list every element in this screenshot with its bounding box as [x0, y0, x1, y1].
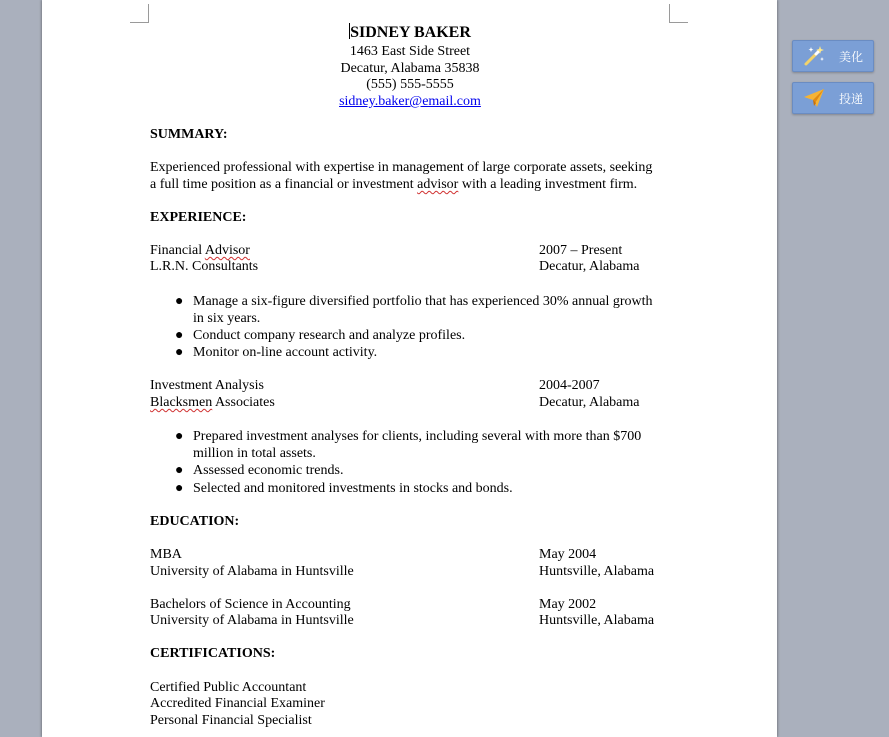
cert-item: Accredited Financial Examiner — [150, 696, 325, 711]
certifications-heading: CERTIFICATIONS: — [150, 646, 276, 661]
list-item: ● Selected and monitored investments in stocks and bonds. — [175, 481, 513, 496]
bullet-icon: ● — [175, 328, 184, 343]
edu1-location: Huntsville, Alabama — [539, 564, 655, 579]
city-line: Decatur, Alabama 35838 — [340, 61, 480, 76]
summary-text-line-1: Experienced professional with expertise in management of large corporate assets, seeking — [150, 160, 653, 175]
list-item: ● Assessed economic trends. — [175, 463, 344, 478]
education-heading: EDUCATION: — [150, 514, 240, 529]
magic-wand-icon — [801, 44, 827, 68]
list-item: ● Monitor on-line account activity. — [175, 345, 378, 360]
bullet-icon: ● — [175, 345, 184, 360]
job1-title-part: Financial — [150, 243, 205, 258]
margin-corner-top-left — [130, 4, 149, 23]
spell-check-word: Advisor — [204, 243, 250, 258]
deliver-button[interactable] — [792, 82, 874, 114]
paper-plane-icon — [801, 86, 827, 110]
beautify-button[interactable] — [792, 40, 874, 72]
edu2-degree: Bachelors of Science in Accounting — [150, 597, 351, 612]
bullet-icon: ● — [175, 463, 184, 478]
job1-dates: 2007 – Present — [539, 243, 623, 258]
edu2-date: May 2002 — [539, 597, 597, 612]
resume-name: SIDNEY BAKER — [350, 24, 471, 41]
job2-location: Decatur, Alabama — [539, 395, 640, 410]
phone-line: (555) 555-5555 — [366, 77, 454, 92]
spell-check-word: Blacksmen — [150, 395, 213, 410]
bullet-icon: ● — [175, 294, 184, 309]
list-item: ● Prepared investment analyses for clients, including several with more than $700 — [175, 429, 642, 444]
list-item-continuation: in six years. — [193, 311, 261, 326]
job2-company — [150, 394, 275, 411]
edu2-location: Huntsville, Alabama — [539, 613, 655, 628]
experience-heading: EXPERIENCE: — [150, 210, 247, 225]
bullet-icon: ● — [175, 429, 184, 444]
job1-company: L.R.N. Consultants — [150, 259, 259, 274]
beautify-label: 美化 — [839, 49, 864, 64]
cert-item: Certified Public Accountant — [150, 680, 307, 695]
edu1-date: May 2004 — [539, 547, 597, 562]
summary-text-part: a full time position as a financial or investment — [150, 177, 418, 192]
spell-check-word: advisor — [417, 177, 459, 192]
job2-company-part: Associates — [212, 395, 275, 410]
edu2-school: University of Alabama in Huntsville — [150, 613, 354, 628]
job2-title: Investment Analysis — [150, 378, 264, 393]
list-item: ● Conduct company research and analyze profiles. — [175, 328, 466, 343]
job2-dates: 2004-2007 — [539, 378, 600, 393]
list-item-continuation: million in total assets. — [193, 446, 316, 461]
bullet-icon: ● — [175, 481, 184, 496]
job1-location: Decatur, Alabama — [539, 259, 640, 274]
margin-corner-top-right — [669, 4, 688, 23]
list-item: ● Manage a six-figure diversified portfolio that has experienced 30% annual growth — [175, 294, 653, 309]
deliver-label: 投递 — [839, 91, 864, 106]
job1-title — [150, 242, 250, 259]
cert-item: Personal Financial Specialist — [150, 713, 312, 728]
address-line: 1463 East Side Street — [349, 44, 471, 59]
email-link[interactable]: sidney.baker@email.com — [339, 94, 481, 109]
email-line — [150, 93, 670, 110]
summary-heading: SUMMARY: — [150, 127, 228, 142]
edu1-school: University of Alabama in Huntsville — [150, 564, 354, 579]
summary-text-line-2 — [150, 176, 637, 193]
summary-text-part: with a leading investment firm. — [458, 177, 638, 192]
edu1-degree: MBA — [150, 547, 182, 562]
document-page[interactable] — [42, 0, 777, 737]
